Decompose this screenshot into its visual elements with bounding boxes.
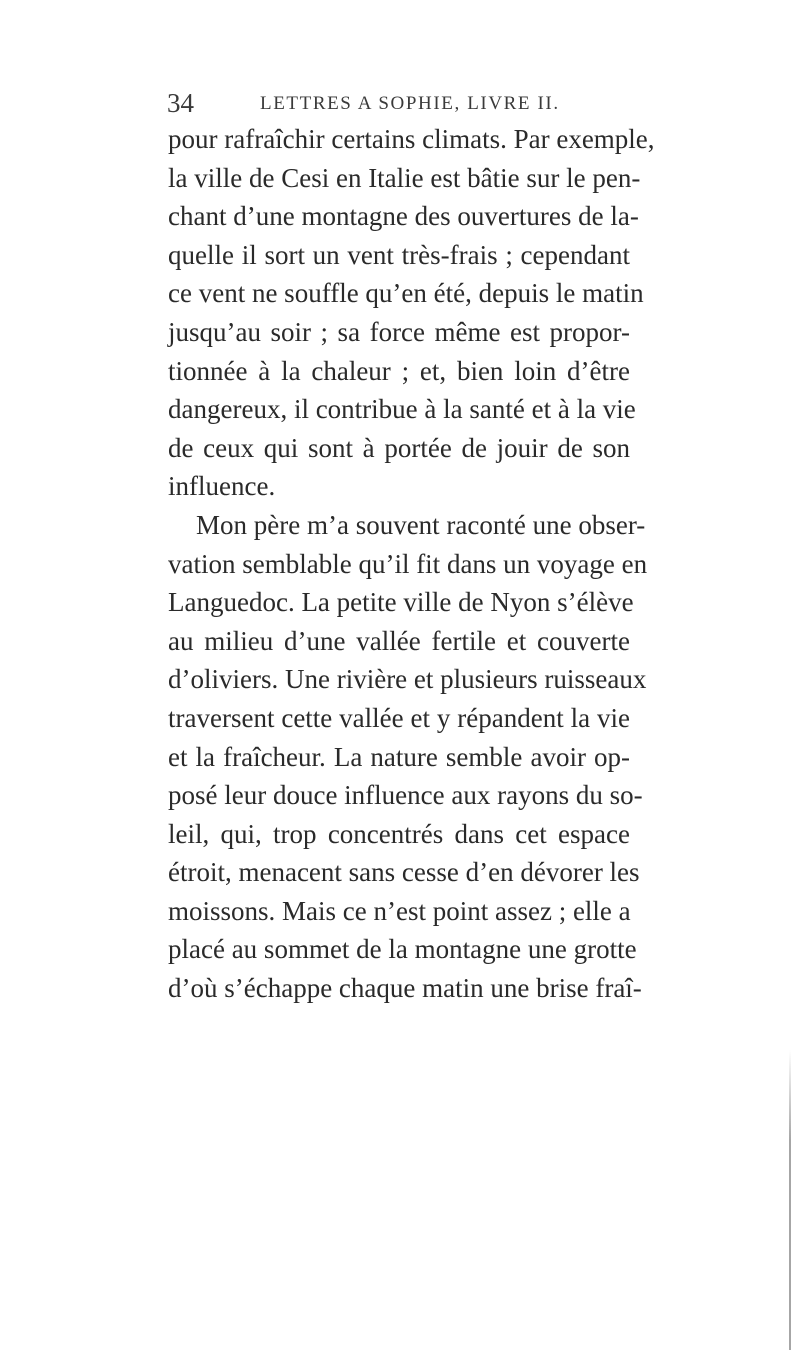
text-line: dangereux, il contribue à la santé et à la vie bbox=[168, 394, 636, 425]
text-line: tionnée à la chaleur ; et, bien loin d’être bbox=[168, 355, 630, 386]
body-text bbox=[168, 120, 655, 1008]
text-line: et la fraîcheur. La nature semble avoir op- bbox=[168, 741, 630, 772]
text-line: quelle il sort un vent très-frais ; cependant bbox=[168, 239, 630, 270]
text-line-paragraph-end: influence. bbox=[168, 471, 276, 502]
running-head bbox=[167, 88, 627, 118]
text-line: placé au sommet de la montagne une grotte bbox=[168, 934, 637, 965]
text-line: jusqu’au soir ; sa force même est propor- bbox=[168, 316, 630, 347]
scan-edge-shadow bbox=[789, 1050, 791, 1350]
text-line-paragraph-start: Mon père m’a souvent raconté une obser- bbox=[196, 509, 646, 540]
text-line: Languedoc. La petite ville de Nyon s’élève bbox=[168, 587, 634, 618]
text-line: étroit, menacent sans cesse d’en dévorer les bbox=[168, 857, 640, 888]
text-line: traversent cette vallée et y répandent la vie bbox=[168, 702, 630, 733]
text-line: d’oliviers. Une rivière et plusieurs ruisseaux bbox=[168, 664, 647, 695]
text-line: ce vent ne souffle qu’en été, depuis le matin bbox=[168, 278, 644, 309]
text-line: pour rafraîchir certains climats. Par exemple, bbox=[168, 124, 655, 154]
text-line: posé leur douce influence aux rayons du so- bbox=[168, 780, 643, 811]
text-line: d’où s’échappe chaque matin une brise fraî- bbox=[168, 973, 642, 1004]
running-title: LETTRES A SOPHIE, LIVRE II. bbox=[260, 93, 560, 114]
text-line: moissons. Mais ce n’est point assez ; elle a bbox=[168, 895, 631, 926]
text-line: leil, qui, trop concentrés dans cet espace bbox=[168, 818, 630, 849]
text-line: de ceux qui sont à portée de jouir de son bbox=[168, 432, 630, 463]
text-line: la ville de Cesi en Italie est bâtie sur le pen- bbox=[168, 162, 641, 193]
text-line: au milieu d’une vallée fertile et couverte bbox=[168, 625, 630, 656]
text-line: vation semblable qu’il fit dans un voyage en bbox=[168, 548, 648, 579]
page-number: 34 bbox=[167, 88, 194, 118]
text-line: chant d’une montagne des ouvertures de la- bbox=[168, 201, 639, 232]
